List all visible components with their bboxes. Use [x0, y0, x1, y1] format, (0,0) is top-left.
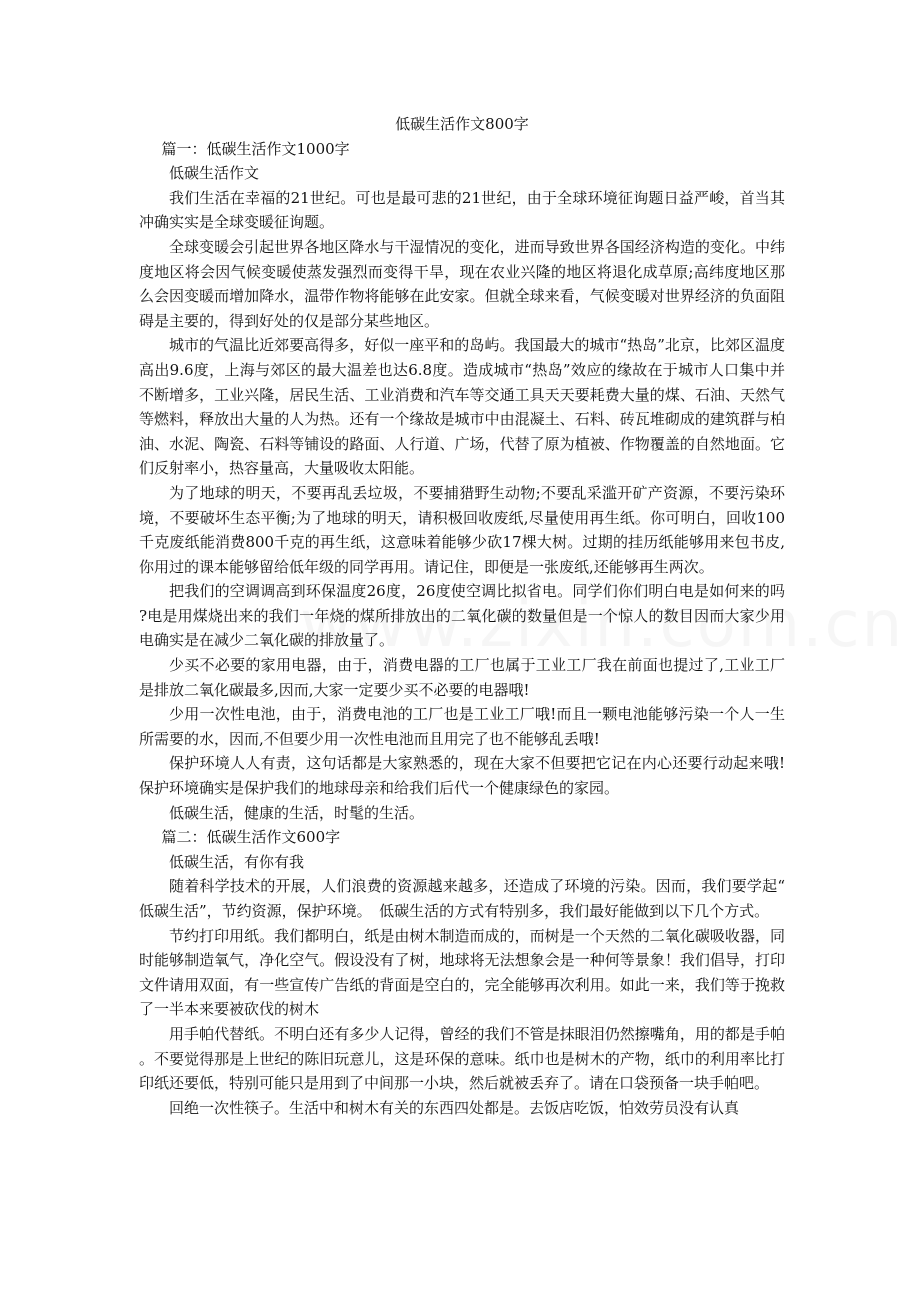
paragraph: 低碳生活，有你有我	[169, 852, 305, 871]
paragraph: 为了地球的明天，不要再乱丢垃圾，不要捕猎野生动物;不要乱采滥开矿产资源，不要污染环境，不要破坏生态平衡;为了地球的明天，请积极回收废纸,尽量使用再生纸。你可明白，回收100千克废纸能消费800千克的再生纸，这意味着能够少砍17棵大树。过期的挂历纸能够用来包书皮,你用过的课本能够留给低年级的同学再用。请记住，即便是一张废纸,还能够再生两次。	[139, 483, 785, 576]
paragraph: 保护环境人人有责，这句话都是大家熟悉的，现在大家不但要把它记在内心还要行动起来哦!保护环境确实是保护我们的地球母亲和给我们后代一个健康绿色的家园。	[139, 754, 785, 798]
paragraph: 低碳生活作文	[169, 164, 260, 183]
section-heading: 篇一：低碳生活作文1000字	[161, 139, 350, 158]
document-body	[139, 137, 785, 1121]
paragraph: 少用一次性电池，由于，消费电池的工厂也是工业工厂哦!而且一颗电池能够污染一个人一生所需要的水，因而,不但要少用一次性电池而且用完了也不能够乱丢哦!	[139, 705, 785, 748]
document-title: 低碳生活作文800字	[395, 115, 529, 133]
paragraph: 回绝一次性筷子。生活中和树木有关的东西四处都是。去饭店吃饭，怕效劳员没有认真	[169, 1098, 740, 1117]
paragraph: 我们生活在幸福的21世纪。可也是最可悲的21世纪，由于全球环境征询题日益严峻，首当其冲确实实是全球变暖征询题。	[139, 188, 785, 232]
paragraph: 城市的气温比近郊要高得多，好似一座平和的岛屿。我国最大的城市“热岛”北京，比郊区温度高出9.6度，上海与郊区的最大温差也达6.8度。造成城市“热岛”效应的缘故在于城市人口集中并不断增多，工业兴隆，居民生活、工业消费和汽车等交通工具天天要耗费大量的煤、石油、天然气等燃料，释放出大量的人为热。还有一个缘故是城市中由混凝土、石料、砖瓦堆砌成的建筑群与柏油、水泥、陶瓷、石料等铺设的路面、人行道、广场，代替了原为植被、作物覆盖的自然地面。它们反射率小，热容量高，大量吸收太阳能。	[139, 336, 785, 478]
paragraph: 少买不必要的家用电器，由于，消费电器的工厂也属于工业工厂我在前面也提过了,工业工厂是排放二氧化碳最多,因而,大家一定要少买不必要的电器哦!	[139, 656, 785, 699]
paragraph: 用手帕代替纸。不明白还有多少人记得，曾经的我们不管是抹眼泪仍然擦嘴角，用的都是手帕。不要觉得那是上世纪的陈旧玩意儿，这是环保的意味。纸巾也是树木的产物，纸巾的利用率比打印纸还要低，特别可能只是用到了中间那一小块，然后就被丢弃了。请在口袋预备一块手帕吧。	[139, 1024, 785, 1093]
document-page	[139, 112, 785, 1120]
paragraph: 节约打印用纸。我们都明白，纸是由树木制造而成的，而树是一个天然的二氧化碳吸收器，同时能够制造氧气，净化空气。假设没有了树，地球将无法想象会是一种何等景象！我们倡导，打印文件请用双面，有一些宣传广告纸的背面是空白的，完全能够再次利用。如此一来，我们等于挽救了一半本来要被砍伐的树木	[139, 926, 785, 1019]
paragraph: 把我们的空调调高到环保温度26度，26度使空调比拟省电。同学们你们明白电是如何来的吗?电是用煤烧出来的我们一年烧的煤所排放出的二氧化碳的数量但是一个惊人的数目因而大家少用电确实是在减少二氧化碳的排放量了。	[139, 582, 785, 650]
section-heading: 篇二：低碳生活作文600字	[161, 828, 341, 847]
paragraph: 全球变暖会引起世界各地区降水与干湿情况的变化，进而导致世界各国经济构造的变化。中纬度地区将会因气候变暖使蒸发强烈而变得干旱，现在农业兴隆的地区将退化成草原;高纬度地区那么会因变暖而增加降水，温带作物将能够在此安家。但就全球来看，气候变暖对世界经济的负面阻碍是主要的，得到好处的仅是部分某些地区。	[139, 237, 785, 330]
paragraph: 低碳生活，健康的生活，时髦的生活。	[169, 803, 425, 822]
paragraph: 随着科学技术的开展，人们浪费的资源越来越多，还造成了环境的污染。因而，我们要学起“低碳生活”，节约资源，保护环境。 低碳生活的方式有特别多，我们最好能做到以下几个方式。	[139, 877, 785, 920]
